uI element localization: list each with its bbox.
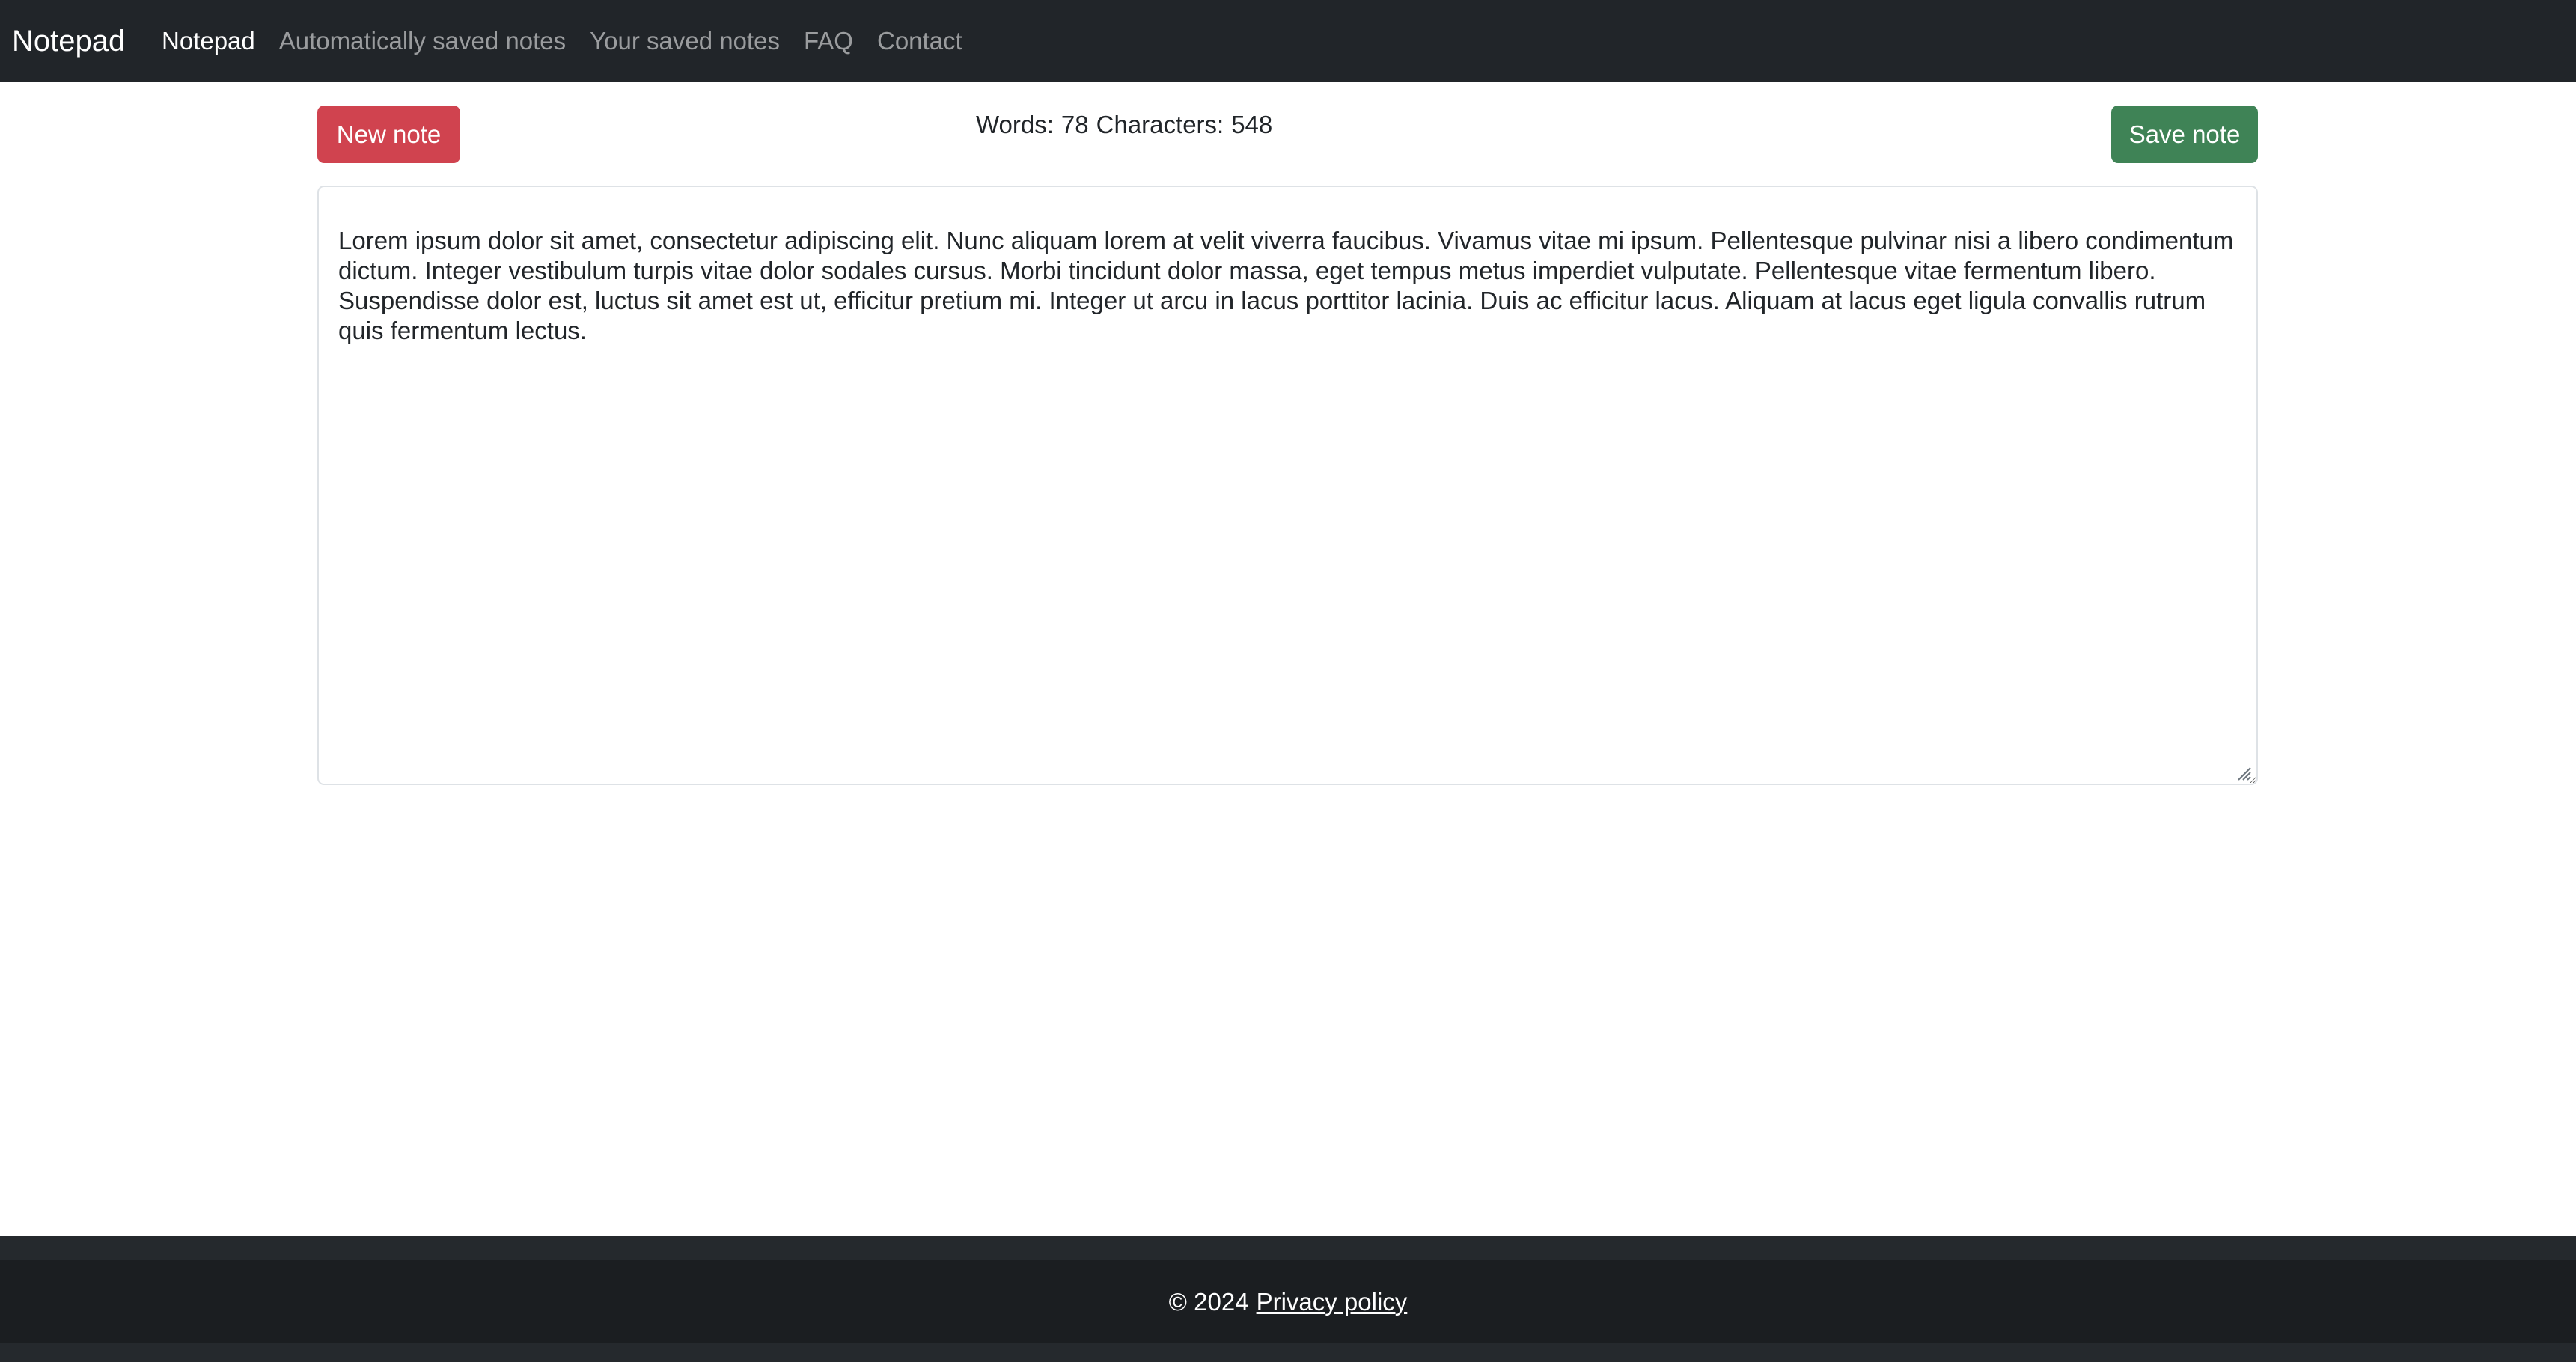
characters-count: 548 bbox=[1231, 111, 1273, 138]
privacy-policy-link[interactable]: Privacy policy bbox=[1256, 1287, 1408, 1316]
copyright-text: © 2024 bbox=[1168, 1287, 1249, 1316]
resize-grip-icon[interactable] bbox=[2234, 763, 2252, 781]
characters-label: Characters: bbox=[1096, 111, 1224, 138]
footer bbox=[0, 1236, 2576, 1362]
footer-bottom-strip bbox=[0, 1343, 2576, 1362]
footer-top-strip bbox=[0, 1236, 2576, 1260]
nav-link-automatically-saved-notes[interactable]: Automatically saved notes bbox=[278, 27, 567, 55]
navbar-brand[interactable]: Notepad bbox=[12, 24, 126, 58]
note-textarea[interactable] bbox=[317, 186, 2258, 785]
footer-text bbox=[0, 1260, 2576, 1343]
nav-link-contact[interactable]: Contact bbox=[876, 27, 962, 55]
nav-link-notepad[interactable]: Notepad bbox=[162, 27, 255, 55]
words-count: 78 bbox=[1060, 111, 1089, 138]
words-label: Words: bbox=[976, 111, 1054, 138]
nav-links bbox=[162, 0, 962, 82]
nav-link-faq[interactable]: FAQ bbox=[803, 27, 853, 55]
new-note-button[interactable]: New note bbox=[317, 106, 460, 163]
word-character-counter bbox=[976, 109, 1272, 141]
navbar bbox=[0, 0, 2576, 82]
nav-link-your-saved-notes[interactable]: Your saved notes bbox=[590, 27, 780, 55]
save-note-button[interactable]: Save note bbox=[2111, 106, 2258, 163]
